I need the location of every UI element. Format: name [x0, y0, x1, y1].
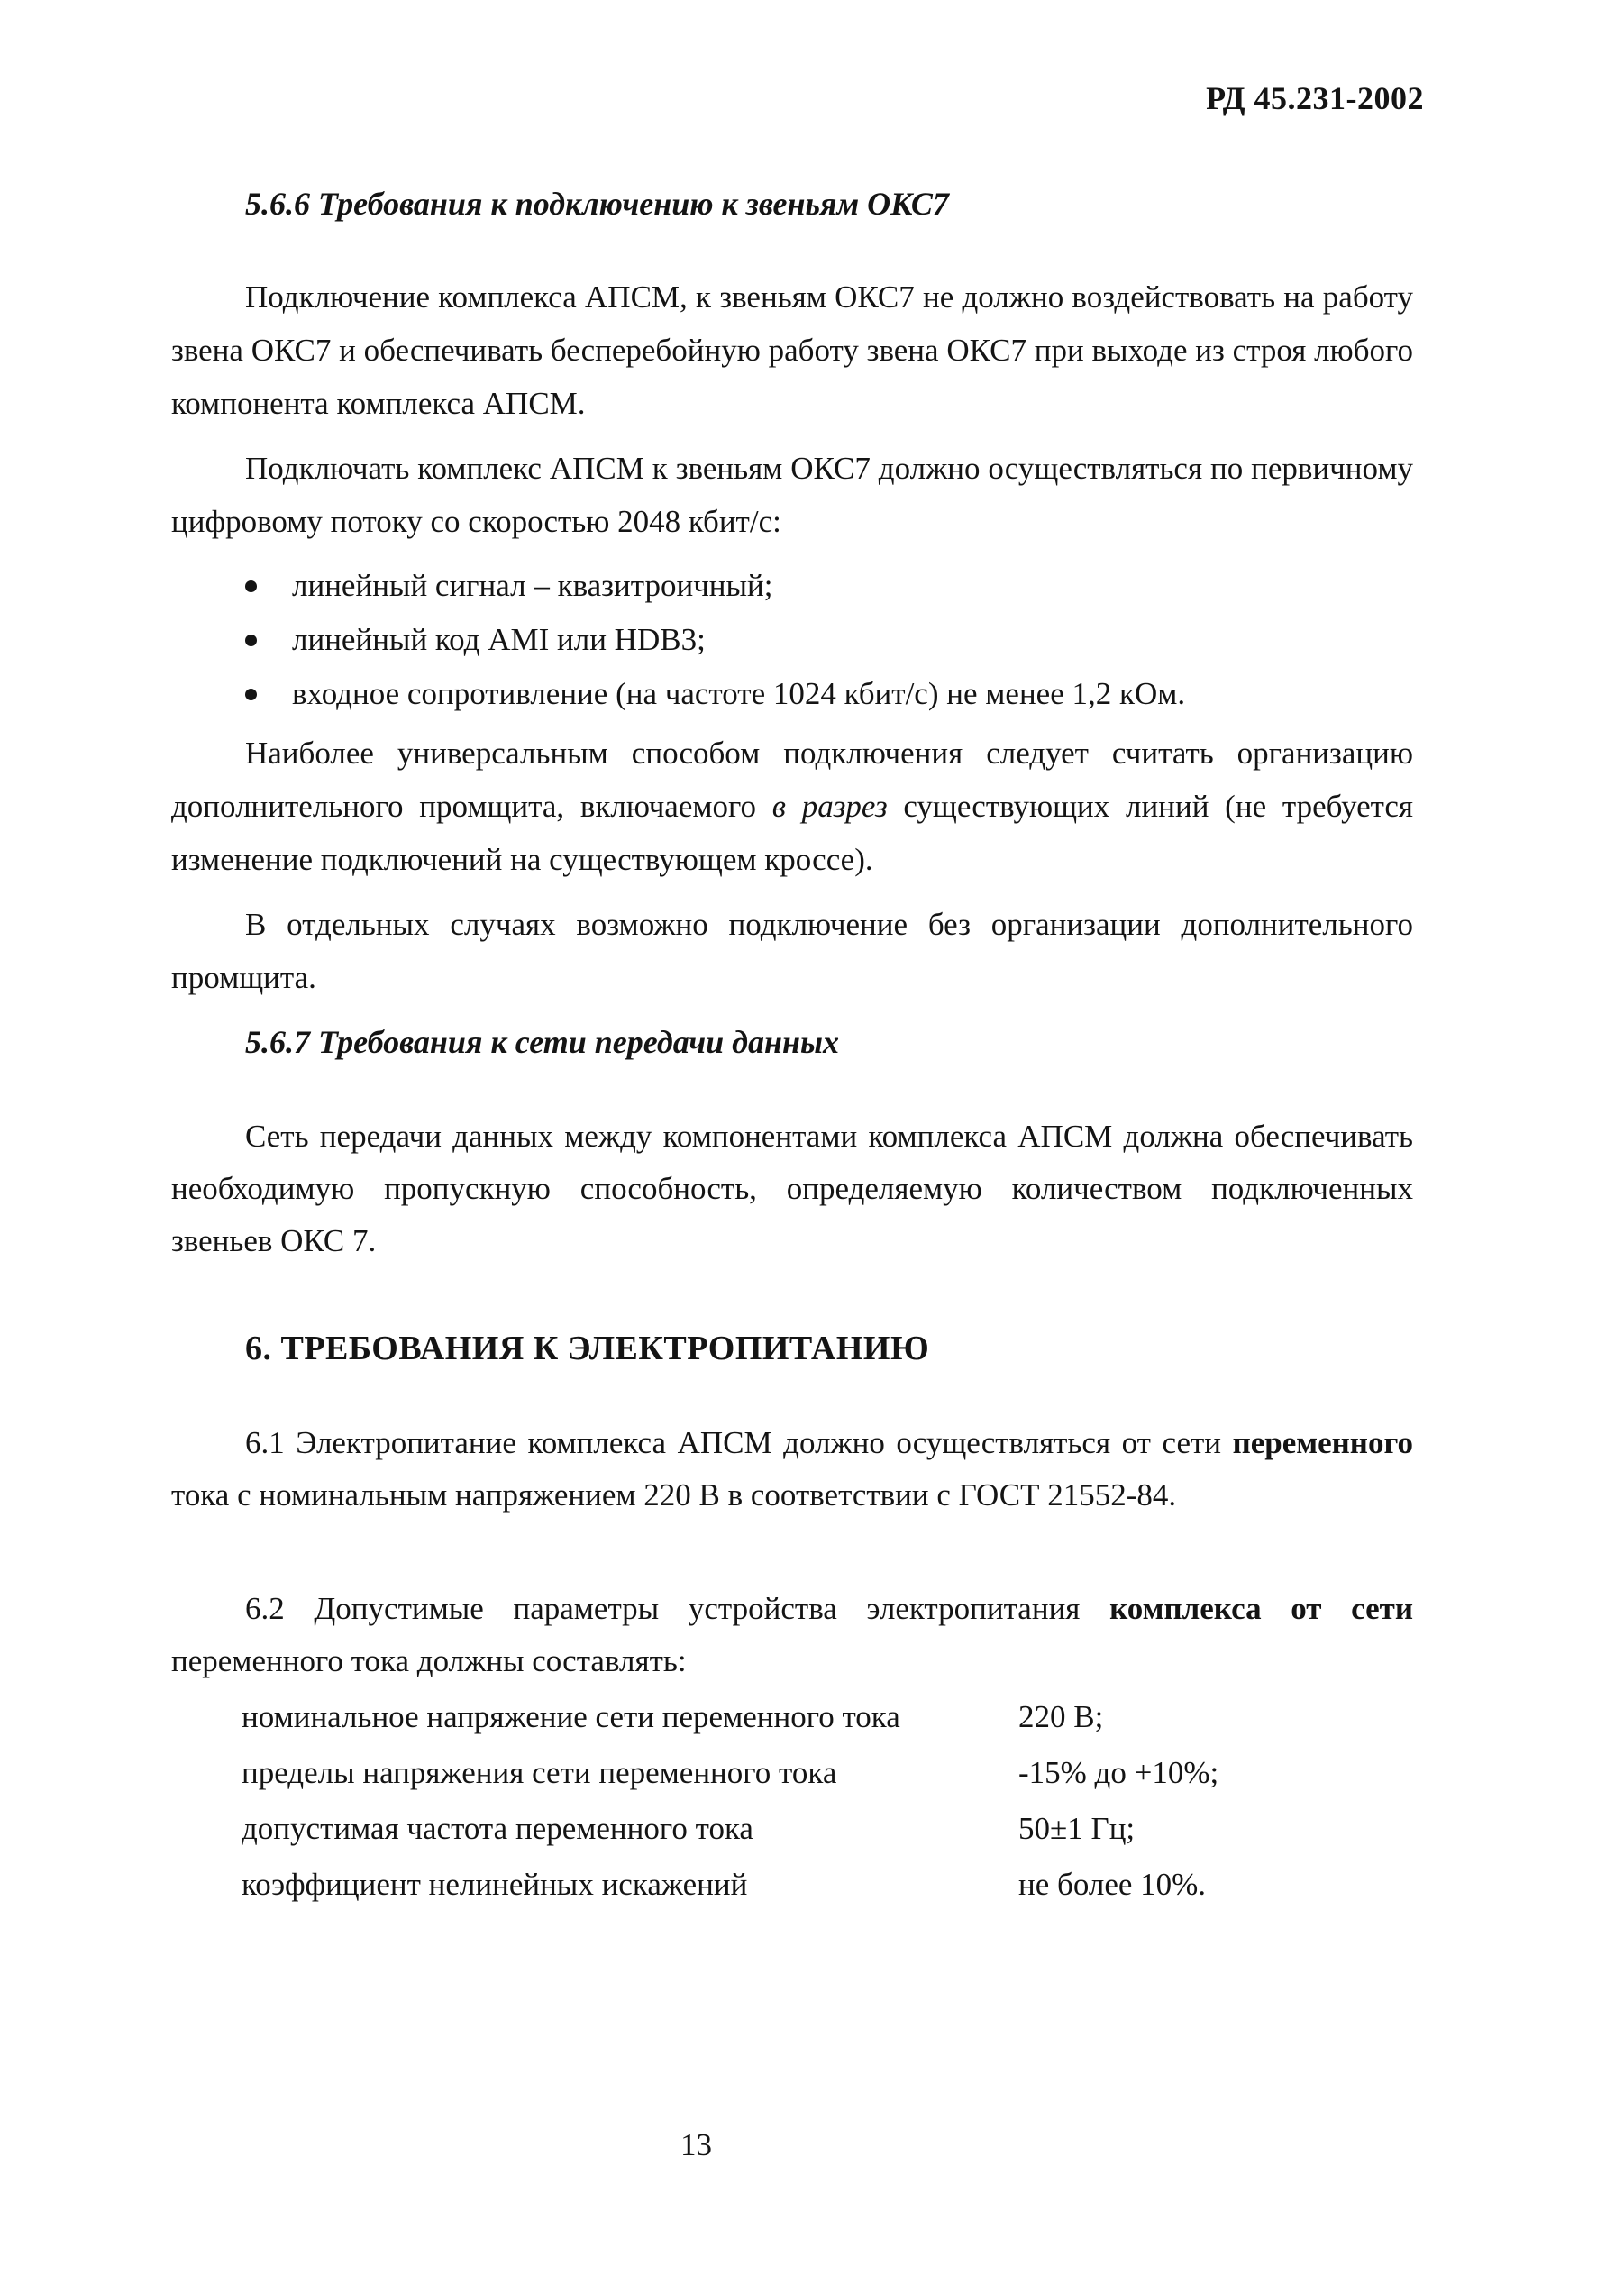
paragraph-6-2: 6.2 Допустимые параметры устройства электропитания комплекса от сети переменного тока должны составлять: — [171, 1591, 1414, 1678]
table-row — [242, 1745, 1323, 1801]
parameter-name: номинальное напряжение сети переменного тока — [242, 1699, 900, 1734]
italic-phrase: в разрез — [771, 789, 888, 824]
parameter-value: 50±1 Гц; — [1018, 1811, 1136, 1846]
table-row — [242, 1801, 1323, 1857]
section-5-6-6-title: 5.6.6 Требования к подключению к звеньям ОКС7 — [245, 186, 949, 222]
list-item: линейный код AMI или HDB3; — [242, 613, 1185, 667]
parameter-value: -15% до +10%; — [1018, 1755, 1219, 1790]
table-row — [242, 1689, 1323, 1745]
bullet-icon — [245, 689, 257, 700]
power-parameters-table — [242, 1689, 1323, 1913]
bullet-icon — [245, 580, 257, 592]
section-5-6-7-title: 5.6.7 Требования к сети передачи данных — [245, 1024, 839, 1060]
parameter-name: пределы напряжения сети переменного тока — [242, 1755, 837, 1790]
parameter-value: 220 В; — [1018, 1699, 1104, 1734]
requirements-list — [242, 559, 1185, 721]
bullet-icon — [245, 635, 257, 646]
paragraph-6-1: 6.1 Электропитание комплекса АПСМ должно осуществляться от сети переменного тока с номинальным напряжением 220 В в соответствии с ГОСТ 21552-84. — [171, 1425, 1413, 1513]
document-code: РД 45.231-2002 — [1206, 80, 1424, 116]
section-6-title: 6. ТРЕБОВАНИЯ К ЭЛЕКТРОПИТАНИЮ — [245, 1330, 930, 1367]
paragraph-5-6-7-1: Сеть передачи данных между компонентами комплекса АПСМ должна обеспечивать необходимую пропускную способность, определяемую количеством подключенных звеньев ОКС 7. — [171, 1119, 1413, 1258]
paragraph-5-6-6-1: Подключение комплекса АПСМ, к звеньям ОКС7 не должно воздействовать на работу звена ОКС7 и обеспечивать бесперебойную работу звена ОКС7 при выходе из строя любого компонента комплекса АПСМ. — [171, 279, 1413, 421]
parameter-value: не более 10%. — [1018, 1867, 1207, 1902]
page-number: 13 — [680, 2127, 712, 2162]
paragraph-5-6-6-4: В отдельных случаях возможно подключение без организации дополнительного промщита. — [171, 907, 1413, 995]
list-item: линейный сигнал – квазитроичный; — [242, 559, 1185, 613]
list-item: входное сопротивление (на частоте 1024 кбит/с) не менее 1,2 кОм. — [242, 667, 1185, 721]
parameter-name: коэффициент нелинейных искажений — [242, 1867, 748, 1902]
parameter-name: допустимая частота переменного тока — [242, 1811, 753, 1846]
paragraph-5-6-6-3: Наиболее универсальным способом подключения следует считать организацию дополнительного промщита, включаемого в разрез существующих линий (не требуется изменение подключений на существующем кроссе). — [171, 736, 1414, 877]
paragraph-5-6-6-2: Подключать комплекс АПСМ к звеньям ОКС7 должно осуществляться по первичному цифровому потоку со скоростью 2048 кбит/с: — [171, 451, 1413, 539]
table-row — [242, 1857, 1323, 1913]
